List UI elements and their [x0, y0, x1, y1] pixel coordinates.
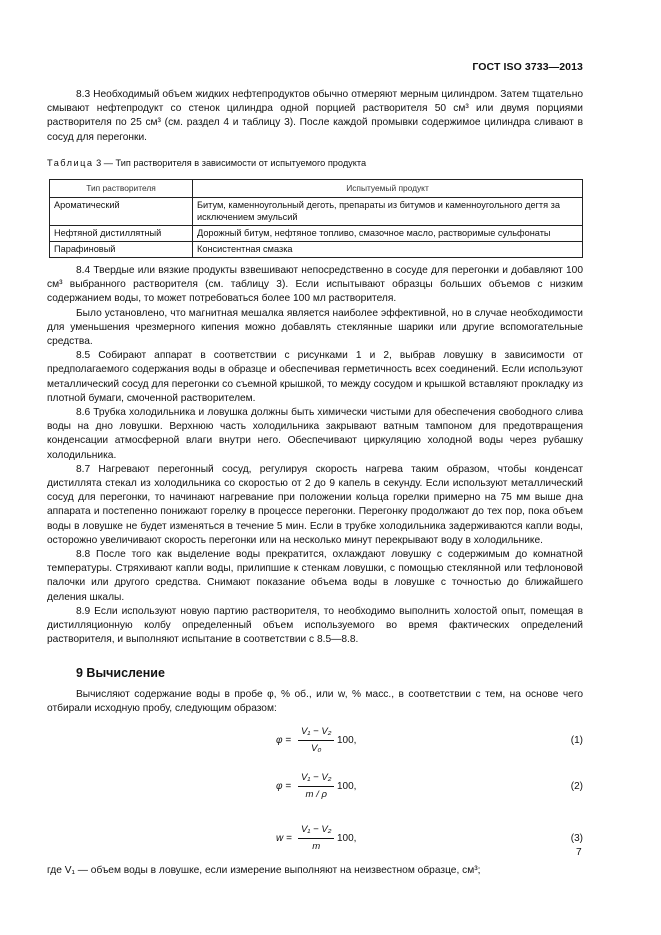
formula-1-denominator: V₀ — [310, 743, 322, 755]
formula-1-numerator: V₁ − V₂ — [298, 725, 334, 741]
formula-3-denominator: m — [312, 841, 321, 853]
table-header-row — [50, 180, 583, 198]
table-header-solvent: Тип растворителя — [50, 180, 193, 198]
formula-1-lhs: φ = — [276, 735, 292, 747]
formula-1-fraction — [298, 725, 334, 756]
table-caption-text: 3 — Тип растворителя в зависимости от испытуемого продукта — [93, 157, 367, 168]
standard-header: ГОСТ ISO 3733—2013 — [472, 61, 583, 73]
formula-3-fraction — [298, 823, 334, 854]
formula-2-denominator: m / ρ — [305, 789, 327, 801]
table-row — [50, 226, 583, 242]
formula-2-fraction — [298, 771, 334, 802]
solvent-table — [49, 179, 583, 258]
table-row — [50, 198, 583, 226]
page-number: 7 — [576, 847, 582, 858]
section-title: 9 Вычисление — [76, 665, 165, 680]
paragraph-8-4-note: Было установлено, что магнитная мешалка является наиболее эффективной, но в случае необходимости для уменьшения чрезмерного кипения можно добавлять стеклянные шарики или другие вспомогательные средства. — [47, 307, 583, 348]
table-caption — [47, 156, 583, 170]
table-row — [50, 242, 583, 258]
table-caption-word: Таблица — [47, 157, 94, 168]
table-header-product: Испытуемый продукт — [193, 180, 583, 198]
formula-3-numerator: V₁ − V₂ — [298, 823, 334, 839]
formula-1-tail: 100, — [337, 735, 357, 747]
formula-3-tail: 100, — [337, 833, 357, 845]
paragraph-8-4: 8.4 Твердые или вязкие продукты взвешивают непосредственно в сосуде для перегонки и добавляют 100 см³ выбранного растворителя (см. таблицу 3). Если испытывают образцы больших объемов с низким содержанием воды, то может потребоваться более 100 мл растворителя. — [47, 265, 583, 305]
paragraph-9-intro: Вычисляют содержание воды в пробе φ, % об., или w, % масс., в соответствии с тем, на основе чего отбирали исходную пробу, следующим образом: — [47, 688, 583, 714]
formula-3-lhs: w = — [276, 833, 292, 845]
formula-1-number: (1) — [570, 735, 583, 747]
formula-1 — [47, 722, 583, 762]
formula-2-numerator: V₁ − V₂ — [298, 771, 334, 787]
formula-2-number: (2) — [570, 781, 583, 793]
paragraph-8-6: 8.6 Трубка холодильника и ловушка должны быть химически чистыми для обеспечения свободного слива воды на дно ловушки. Верхнюю часть холодильника закрывают ватным тампоном для предотвращения конденсации атмосферной влаги внутри него. Обеспечивают циркуляцию холодной воды через рубашку холодильника. — [47, 407, 583, 461]
formula-2-lhs: φ = — [276, 781, 292, 793]
table-cell: Дорожный битум, нефтяное топливо, смазочное масло, растворимые сульфонаты — [193, 226, 583, 242]
formula-3-number: (3) — [570, 833, 583, 845]
paragraph-8-5: 8.5 Собирают аппарат в соответствии с рисунками 1 и 2, выбрав ловушку в зависимости от предполагаемого содержания воды в образце и обеспечивая герметичность всех соединений. Если используют металлический сосуд для перегонки со съемной крышкой, то между сосудом и крышкой вставляют прокладку из плотной бумаги, смоченной растворителем. — [47, 350, 583, 404]
formula-2 — [47, 768, 583, 808]
table-cell: Битум, каменноугольный деготь, препараты из битумов и каменноугольного дегтя за исключением эмульсий — [193, 198, 583, 226]
formula-2-tail: 100, — [337, 781, 357, 793]
paragraph-8-7: 8.7 Нагревают перегонный сосуд, регулируя скорость нагрева таким образом, чтобы конденсат дистиллята стекал из холодильника со скоростью от 2 до 9 капель в секунду. Если используют металлический сосуд для перегонки, то начинают нагревание при положении кольца горелки примерно на 75 мм выше дна аппарата и постепенно понижают горелку в процессе перегонки. Перегонку продолжают до тех пор, пока объем воды в ловушке не будет изменяться в течение 5 мин. Если в трубке холодильника задерживаются капли воды, осторожно увеличивают скорость перегонки или на несколько минут перекрывают воду в холодильнике. — [47, 463, 583, 546]
formula-3 — [47, 820, 583, 860]
document-body — [47, 88, 583, 878]
table-cell: Парафиновый — [50, 242, 193, 258]
paragraph-8-3: 8.3 Необходимый объем жидких нефтепродуктов обычно отмеряют мерным цилиндром. Затем тщательно смывают нефтепродукт со стенок цилиндра одной порцией растворителя 50 см³ или двумя порциями растворителя по 25 см³ (см. раздел 4 и таблицу 3). После каждой промывки содержимое цилиндра сливают в сосуд для перегонки. — [47, 89, 583, 143]
paragraph-8-9: 8.9 Если используют новую партию растворителя, то необходимо выполнить холостой опыт, помещая в дистилляционную колбу определенный объем используемого во время фактических определений растворителя, и выполняют испытание в соответствии с 8.5—8.8. — [47, 605, 583, 646]
table-cell: Нефтяной дистиллятный — [50, 226, 193, 242]
table-cell: Консистентная смазка — [193, 242, 583, 258]
where-line: где V₁ — объем воды в ловушке, если измерение выполняют на неизвестном образце, см³; — [47, 865, 481, 877]
paragraph-8-8: 8.8 После того как выделение воды прекратится, охлаждают ловушку с содержимым до комнатной температуры. Стряхивают капли воды, прилипшие к стенкам ловушки, с помощью стеклянной или тефлоновой палочки или другого средства. Снимают показание объема воды в ловушке с точностью до ближайшего деления шкалы. — [47, 549, 583, 603]
table-cell: Ароматический — [50, 198, 193, 226]
